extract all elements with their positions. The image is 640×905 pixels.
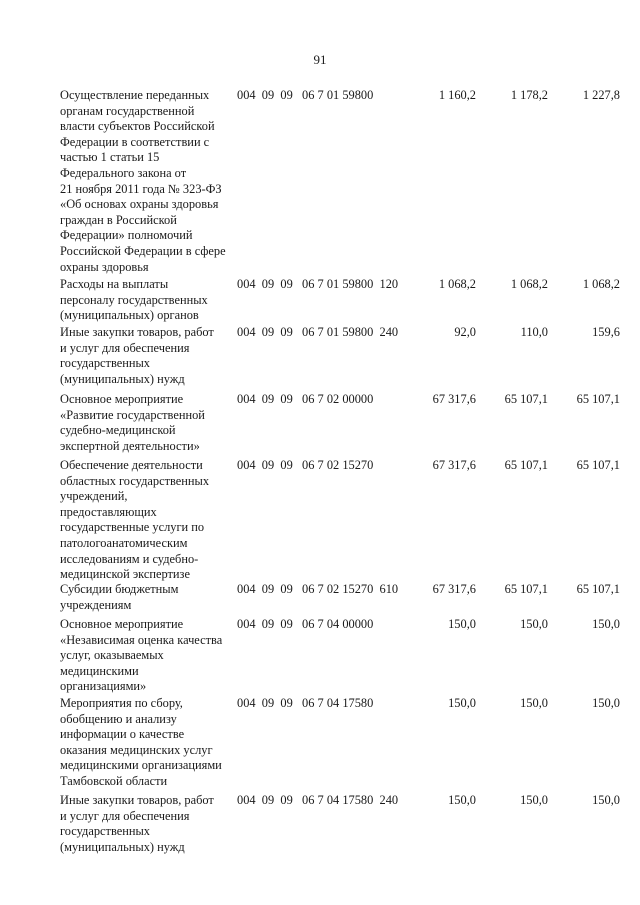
row-code: 004 09 09 06 7 02 15270 [237,458,374,472]
row-value-2: 1 178,2 [510,88,548,102]
row-value-2: 150,0 [520,793,548,807]
row-value-1: 67 317,6 [432,458,476,472]
row-value-1: 92,0 [454,325,476,339]
row-description: Обеспечение деятельности областных государственных учреждений, предоставляющих государственные услуги по патологоанатомическим исследованиям и судебно- медицинской экспертизе [60,458,210,582]
row-description: Субсидии бюджетным учреждениям [60,582,179,612]
table-row [0,617,640,696]
row-code: 004 09 09 06 7 01 59800 120 [237,277,399,291]
row-code: 004 09 09 06 7 01 59800 [237,88,374,102]
row-value-2: 1 068,2 [510,277,548,291]
row-value-3: 65 107,1 [576,582,620,596]
table-row [0,277,640,325]
table-row [0,325,640,392]
row-value-3: 65 107,1 [576,392,620,406]
row-code: 004 09 09 06 7 01 59800 240 [237,325,399,339]
row-value-3: 150,0 [592,696,620,710]
row-value-3: 1 227,8 [582,88,620,102]
row-value-1: 1 068,2 [438,277,476,291]
row-value-1: 67 317,6 [432,582,476,596]
row-description: Иные закупки товаров, работ и услуг для обеспечения государственных (муниципальных) нужд [60,793,214,854]
row-value-1: 67 317,6 [432,392,476,406]
budget-table [0,88,640,859]
table-row [0,793,640,859]
row-code: 004 09 09 06 7 04 00000 [237,617,374,631]
row-code: 004 09 09 06 7 02 15270 610 [237,582,399,596]
table-row [0,696,640,793]
row-description: Расходы на выплаты персоналу государственных (муниципальных) органов [60,277,208,323]
row-code: 004 09 09 06 7 04 17580 [237,696,374,710]
row-value-3: 1 068,2 [582,277,620,291]
table-row [0,392,640,458]
row-description: Иные закупки товаров, работ и услуг для обеспечения государственных (муниципальных) нужд [60,325,214,386]
row-code: 004 09 09 06 7 04 17580 240 [237,793,399,807]
row-value-1: 150,0 [448,793,476,807]
row-value-2: 65 107,1 [504,458,548,472]
table-row [0,582,640,617]
row-value-1: 1 160,2 [438,88,476,102]
page-number: 91 [313,52,327,67]
row-description: Основное мероприятие «Развитие государственной судебно-медицинской экспертной деятельности» [60,392,205,453]
row-code: 004 09 09 06 7 02 00000 [237,392,374,406]
row-value-2: 65 107,1 [504,582,548,596]
row-value-3: 159,6 [592,325,620,339]
row-value-2: 150,0 [520,696,548,710]
row-value-3: 150,0 [592,793,620,807]
row-description: Мероприятия по сбору, обобщению и анализу информации о качестве оказания медицинских услуг медицинскими организациями Тамбовской области [60,696,222,788]
row-value-2: 110,0 [520,325,548,339]
row-description: Осуществление переданных органам государственной власти субъектов Российской Федерации в соответствии с частью 1 статьи 15 Федерального закона от 21 ноября 2011 года № 323-ФЗ «Об основах охраны здоровья граждан в Российской Федерации» полномочий Российской Федерации в сфере охраны здоровья [60,88,226,274]
row-value-2: 150,0 [520,617,548,631]
table-row [0,458,640,582]
row-value-1: 150,0 [448,696,476,710]
row-value-1: 150,0 [448,617,476,631]
row-description: Основное мероприятие «Независимая оценка качества услуг, оказываемых медицинскими организациями» [60,617,223,694]
row-value-3: 150,0 [592,617,620,631]
row-value-2: 65 107,1 [504,392,548,406]
table-row [0,88,640,277]
row-value-3: 65 107,1 [576,458,620,472]
